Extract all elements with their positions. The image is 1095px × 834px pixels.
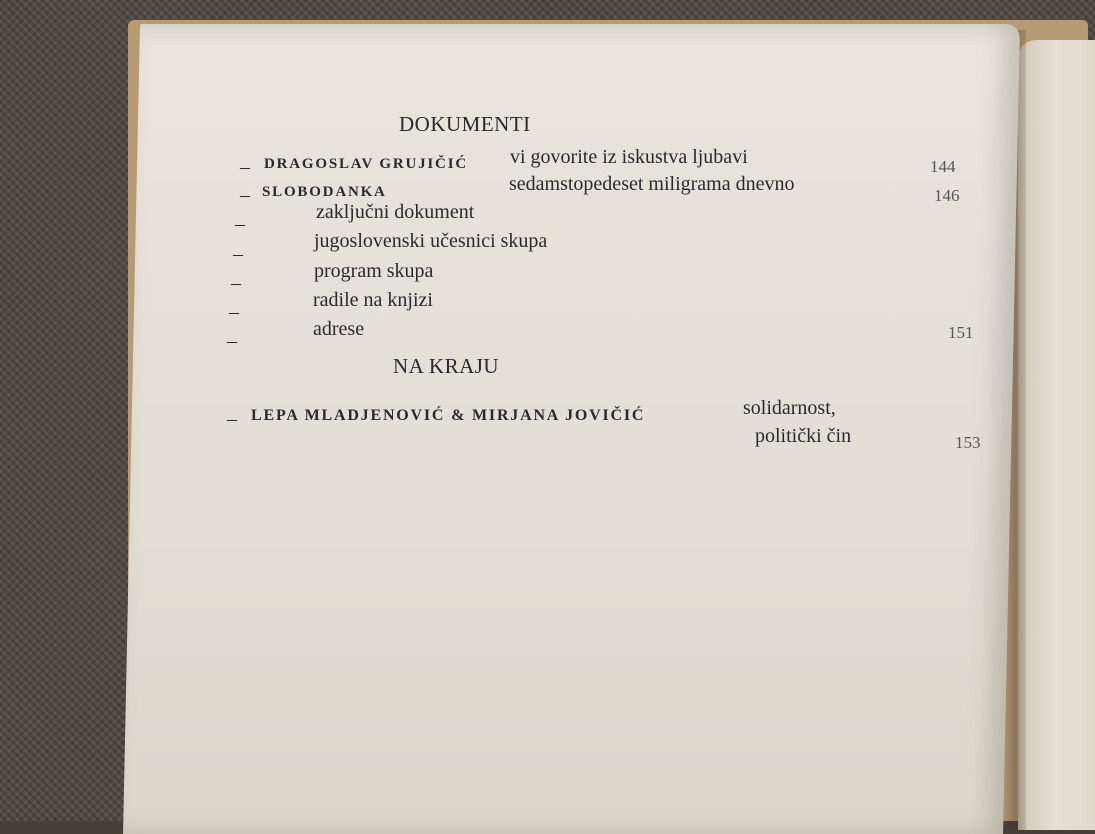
- entry-dash: –: [229, 301, 239, 323]
- entry-title: zaključni dokument: [316, 201, 475, 223]
- entry-dash: –: [233, 243, 243, 265]
- entry-dash: –: [231, 272, 241, 294]
- entry-title: solidarnost,: [743, 397, 836, 419]
- entry-dash: –: [235, 213, 245, 235]
- section-heading: NA KRAJU: [393, 354, 500, 378]
- entry-title: adrese: [313, 318, 365, 340]
- entry-title: vi govorite iz iskustva ljubavi: [510, 146, 748, 168]
- entry-dash: –: [227, 330, 237, 352]
- entry-dash: –: [227, 408, 237, 430]
- section-heading: DOKUMENTI: [399, 112, 531, 136]
- entry-page-number: 144: [930, 157, 956, 176]
- entry-title: program skupa: [314, 260, 434, 282]
- entry-author: LEPA MLADJENOVIĆ & MIRJANA JOVIČIĆ: [251, 407, 646, 424]
- entry-title: radile na knjizi: [313, 289, 433, 311]
- entry-author: SLOBODANKA: [262, 184, 387, 200]
- entry-page-number: 153: [955, 433, 981, 452]
- entry-title: jugoslovenski učesnici skupa: [314, 230, 548, 252]
- entry-author: DRAGOSLAV GRUJIČIĆ: [264, 156, 468, 172]
- entry-dash: –: [240, 156, 250, 178]
- entry-title: sedamstopedeset miligrama dnevno: [509, 173, 795, 195]
- entry-dash: –: [240, 184, 250, 206]
- entry-page-number: 146: [934, 186, 960, 205]
- entry-title: politički čin: [755, 425, 852, 447]
- entry-page-number: 151: [948, 323, 974, 342]
